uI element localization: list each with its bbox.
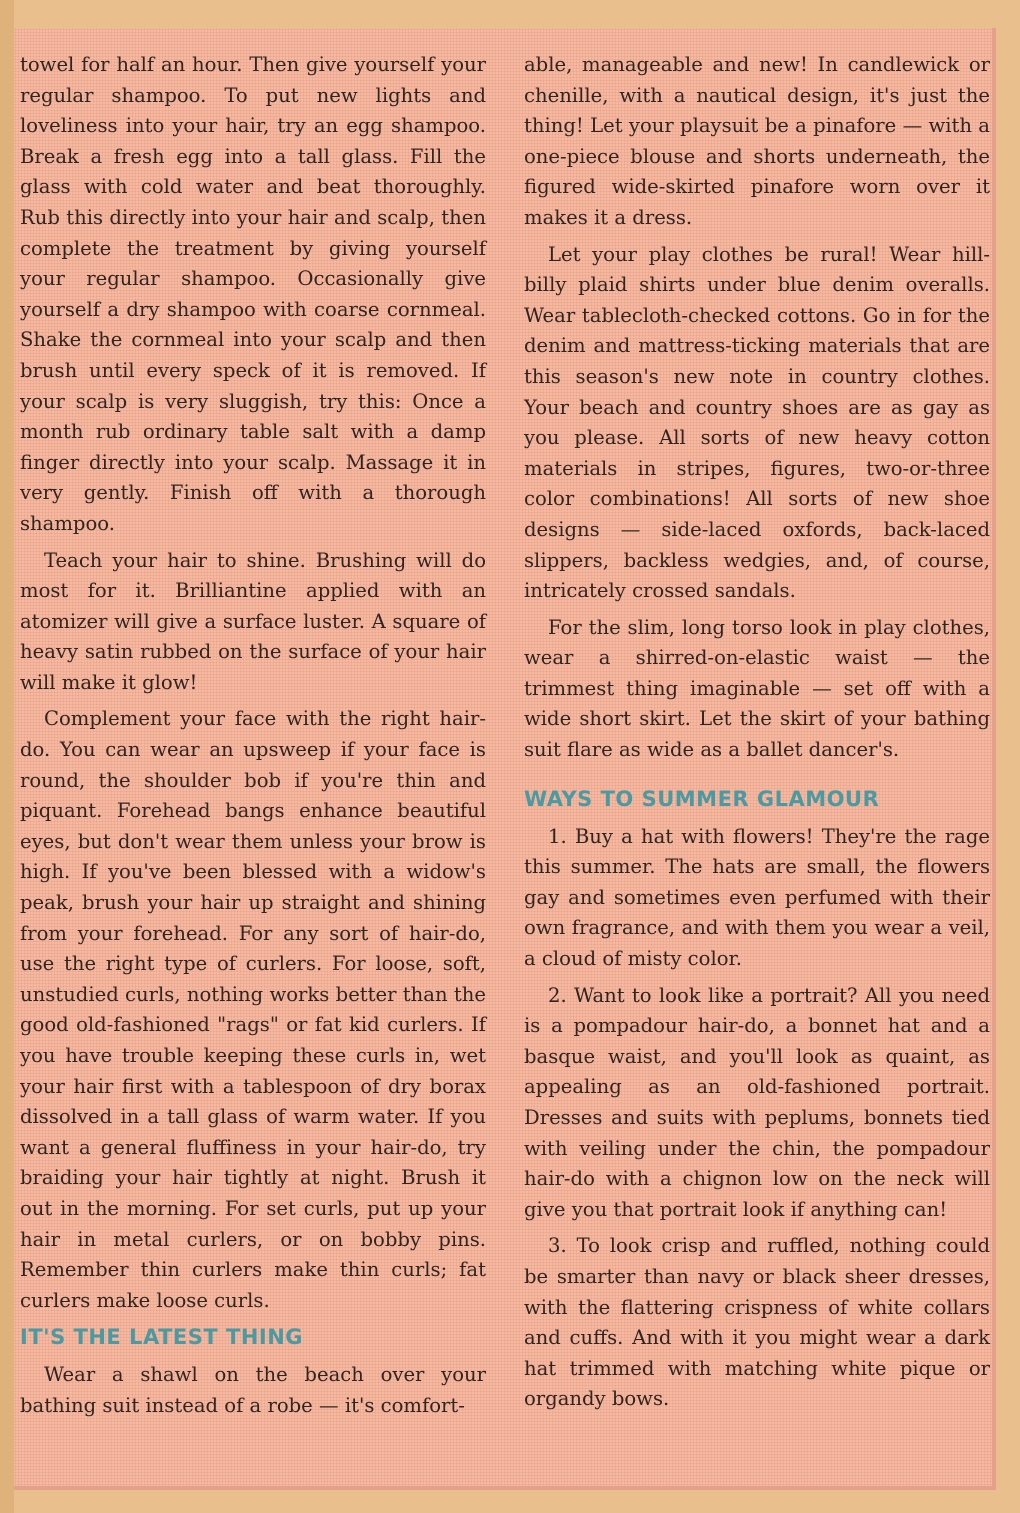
paragraph: Wear a shawl on the beach over your bathing suit instead of a robe — it's comfort- xyxy=(20,1363,486,1417)
right-column xyxy=(524,50,990,1421)
paper-edge xyxy=(0,0,14,1513)
tip-item: 3. To look crisp and ruffled, nothing could be smarter than navy or black sheer dresses, with the flattering crispness of white collars and cuffs. And with it you might wear a dark hat trimmed with matching white pique or organdy bows. xyxy=(524,1234,990,1411)
paragraph: Let your play clothes be rural! Wear hill-billy plaid shirts under blue denim overalls. Wear tablecloth-checked cottons. Go in for the denim and mattress-ticking materials that are this season's new note in country clothes. Your beach and country shoes are as gay as you please. All sorts of new heavy cotton materials in stripes, figures, two-or-three color combinations! All sorts of new shoe designs — side-laced oxfords, back-laced slippers, backless wedgies, and, of course, intricately crossed sandals. xyxy=(524,242,990,603)
paragraph: towel for half an hour. Then give yourself your regular shampoo. To put new lights and loveliness into your hair, try an egg shampoo. Break a fresh egg into a tall glass. Fill the glass with cold water and beat thoroughly. Rub this directly into your hair and scalp, then complete the treatment by giving yourself your regular shampoo. Occasionally give yourself a dry shampoo with coarse cornmeal. Shake the cornmeal into your scalp and then brush until every speck of it is removed. If your scalp is very sluggish, try this: Once a month rub ordinary table salt with a damp finger directly into your scalp. Massage it in very gently. Finish off with a thorough shampoo. xyxy=(20,53,486,535)
paragraph: able, manageable and new! In candlewick or chenille, with a nautical design, it's just the thing! Let your playsuit be a pinafore — with a one-piece blouse and shorts underneath, the figured wide-skirted pinafore worn over it makes it a dress. xyxy=(524,53,990,229)
paragraph: For the slim, long torso look in play clothes, wear a shirred-on-elastic waist — the trimmest thing imaginable — set off with a wide short skirt. Let the skirt of your bathing suit flare as wide as a ballet dancer's. xyxy=(524,615,990,762)
tip-item: 1. Buy a hat with flowers! They're the rage this summer. The hats are small, the flowers gay and sometimes even perfumed with their own fragrance, and with them you wear a veil, a cloud of misty color. xyxy=(524,824,990,971)
tip-item: 2. Want to look like a portrait? All you need is a pompadour hair-do, a bonnet hat and a basque waist, and you'll look as quaint, as appealing as an old-fashioned portrait. Dresses and suits with peplums, bonnets tied with veiling under the chin, the pompadour hair-do with a chignon low on the neck will give you that portrait look if anything can! xyxy=(524,983,990,1221)
paragraph: Teach your hair to shine. Brushing will do most for it. Brilliantine applied with an atomizer will give a surface luster. A square of heavy satin rubbed on the surface of your hair will make it glow! xyxy=(20,548,486,694)
left-column xyxy=(20,50,486,1428)
magazine-page xyxy=(14,28,996,1490)
paragraph: Complement your face with the right hair-do. You can wear an upsweep if your face is round, the shoulder bob if you're thin and piquant. Forehead bangs enhance beautiful eyes, but don't wear them unless your brow is high. If you've been blessed with a widow's peak, brush your hair up straight and shining from your forehead. For any sort of hair-do, use the right type of curlers. For loose, soft, unstudied curls, nothing works better than the good old-fashioned "rags" or fat kid curlers. If you have trouble keeping these curls in, wet your hair first with a tablespoon of dry borax dissolved in a tall glass of warm water. If you want a general fluffiness in your hair-do, try braiding your hair tightly at night. Brush it out in the morning. For set curls, put up your hair in metal curlers, or on bobby pins. Remember thin curlers make thin curls; fat curlers make loose curls. xyxy=(20,707,486,1312)
section-heading-summer-glamour: WAYS TO SUMMER GLAMOUR xyxy=(524,786,880,811)
section-heading-latest-thing: IT'S THE LATEST THING xyxy=(20,1325,304,1350)
